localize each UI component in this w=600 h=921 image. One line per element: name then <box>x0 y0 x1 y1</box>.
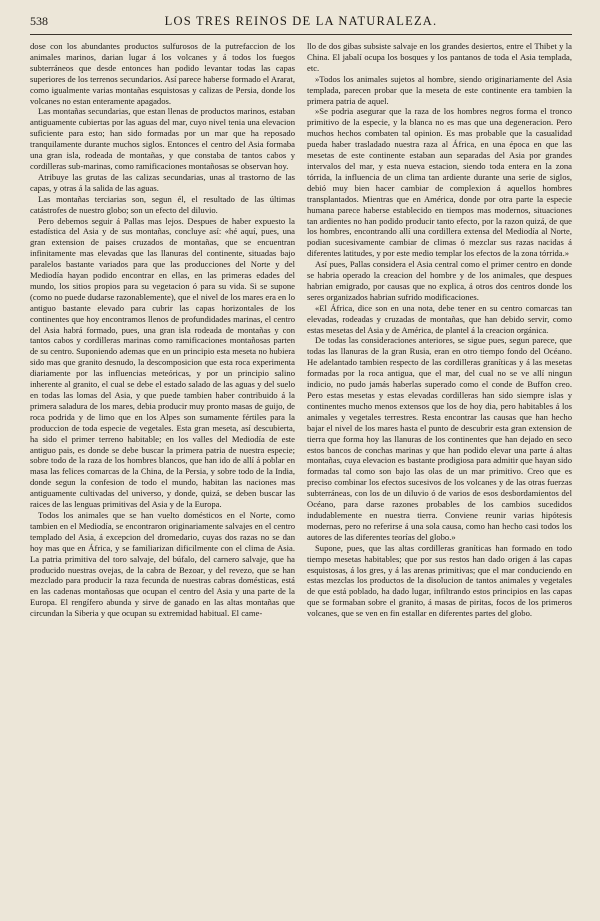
paragraph: Así pues, Pallas considera el Asia central como el primer centro en donde se habria operado la creacion del hombre y de los animales, que despues habrian emigrado, por causas que no explica, á otros dos centros donde los seres organizados habrian sufrido modificaciones. <box>307 259 572 302</box>
paragraph: llo de dos gibas subsiste salvaje en los grandes desiertos, entre el Thibet y la China. El jabalí ocupa los bosques y los pantanos de toda el Asia templada, etc. <box>307 41 572 73</box>
right-column <box>307 41 572 921</box>
paragraph: »Se podria asegurar que la raza de los hombres negros forma el tronco primitivo de la especie, y la blanca no es mas que una degeneracion. Pero muchos hechos combaten tal opinion. Es mas probable que la casualidad pueda haber trasladado nuestra raza al África, en una época en que las mesetas de este continente estaban aun separadas del Asia por grandes intervalos del mar, y esta nueva estacion, siendo toda entera en la zona tórrida, la influencia de un clima tan ardiente durante una serie de siglos, debió muy bien hacer cambiar de complexion á aquellos hombres transplantados. Mientras que en América, donde por otra parte la especie humana parece haberse establecido en tiempos mas modernos, situaciones tan ardientes no han podido producir tanto efecto, por la razon quizá, de que los hombres, encontrando allí una cordillera extensa del Mediodía al Norte, podian sucesivamente cambiar de climas ó mezclar sus razas nacidas á diferentes latitudes, y por este medio templar los efectos de la zona tórrida.» <box>307 106 572 259</box>
paragraph: Todos los animales que se han vuelto domésticos en el Norte, como tambien en el Mediodía, se encontraron originariamente salvajes en el centro templado del Asia, á excepcion del dromedario, cuyas dos razas no se dan hoy mas que en África, y se familiarizan dificilmente con el clima de Asia. La patria primitiva del toro salvaje, del búfalo, del carnero salvaje, que ha producido nuestras ovejas, de la cabra de Bezoar, y del revezo, que se han mezclado para producir la raza fecunda de nuestras cabras domésticas, está en las cadenas montañosas que ocupan el centro del Asia y una parte de la Europa. El rengífero abunda y sirve de ganado en las altas montañas que circundan la Siberia y que ocupan su extremidad habitual. El came- <box>30 509 295 619</box>
page-number: 538 <box>30 14 48 28</box>
paragraph: «El África, dice son en una nota, debe tener en su centro comarcas tan elevadas, rodeadas y cruzadas de montañas, que han debido servir, como estas mesetas del Asia y de América, de plantel á la creacion orgánica. <box>307 302 572 335</box>
text-columns <box>30 41 572 921</box>
paragraph: Pero debemos seguir á Pallas mas lejos. Despues de haber expuesto la estadística del Asia y de sus montañas, concluye así: «hé aquí, pues, una gran extension de paises cruzados de montañas, que se encuentran infinitamente mas elevadas que las llanuras del continente, situadas bajo paralelos bastante variados para que las producciones del Norte y del Mediodía hayan podido encontrar en ellas, en las primeras edades del mundo, los sitios propios para su vegetacion ó para su vida. Si se supone (como no puede dudarse razonablemente), que el nivel de los mares era en lo antiguo bastante elevado para cubrir las capas horizontales de los continentes que hoy encontramos llenos de profundidades marinas, el centro del Asia habrá formado, pues, una gran isla rodeada de montañas y con tantos cabos y cordilleras marinas como ramificaciones montañosas parten de su centro. Suponiendo ademas que en un principio esta meseta no hubiera sido mas que granito desnudo, la descomposicion que esta roca experimenta diariamente por las influencias meteóricas, y por un principio salino inherente al granito, el cual se debe el estado salado de las aguas y del suelo en todas las lomas del Asia, y que puede tambien haber contribuido á la primera saladura de los mares, debia producir muy pronto masas de guijo, de roca podrida y de limo que en los Alpes son sumamente fértiles para la produccion de toda especie de vegetales. Esta gran meseta, así descubierta, ha sido el primer terreno habitable; en los valles del Mediodía de este antiguo pais, es donde se debe buscar la primera patria de nuestra especie; sobre todo de la raza de los hombres blancos, que han ido de allí á poblar en masa las felices comarcas de la China, de la Persia, y sobre todo de la India, donde segun la confesion de todo el mundo, habitan las naciones mas antiguamente cultivadas del universo, y donde, quizá, se deben buscar las raices de las lenguas primitivas del Asia y de la Europa. <box>30 215 295 510</box>
paragraph: Atribuye las grutas de las calizas secundarias, unas al trastorno de las capas, y otras á la salida de las aguas. <box>30 171 295 193</box>
paragraph: »Todos los animales sujetos al hombre, siendo originariamente del Asia templada, parecen probar que la meseta de este continente era tambien la primera patria de aquel. <box>307 73 572 106</box>
paragraph: De todas las consideraciones anteriores, se sigue pues, segun parece, que todas las llanuras de la gran Rusia, eran en otro tiempo fondo del Océano. He adelantado tambien respecto de las cordilleras graníticas y á las mesetas formadas por la roca antigua, que el mar, del cual no se ve allí ningun indicio, no pudo jamás haberlas superado como el conde de Buffon creo. Pero estas mesetas y estas elevadas cordilleras han sido siempre islas y continentes mucho menos extensos que los de hoy dia, pero habitables á los animales y vegetales terrestres. Resta encontrar las causas que han hecho bajar el nivel de los mares hasta el punto de descubrir esta gran extension de tierra que forma hoy las llanuras de los continentes que han dejado en seco estos bancos de conchas marinas y que han podido elevar una parte á altas montañas, cuya elevacion es bastante prodigiosa para admitir que hayan sido formadas tal como son bajo las olas de un mar primitivo. Creo que es preciso combinar los efectos sucesivos de los volcanes y de las otras fuerzas subterráneas, con los de un diluvio ó de varios de esos desbordamientos del Océano, para darse razones probables de los cambios sucedidos indudablemente en nuestra tierra. Conviene reunir varias hipótesis modernas, pero no referirse á una sola causa, como han hecho casi todos los autores de las diferentes teorías del globo.» <box>307 335 572 542</box>
page-header <box>30 14 572 32</box>
paragraph: dose con los abundantes productos sulfurosos de la putrefaccion de los animales marinos, darian lugar á los volcanes y á todos los fuegos subterráneos que desde entonces han podido levantar todas las capas superiores de los terrenos secundarios. Así parece haberse formado el Ararat, como igualmente varias montañas esquistosas y calizas de Persia, donde los volcanes no estan enteramente apagados. <box>30 41 295 106</box>
left-column <box>30 41 295 921</box>
paragraph: Las montañas secundarias, que estan llenas de productos marinos, estaban antiguamente cubiertas por las aguas del mar, cuyo nivel tenia una elevacion suficiente para esto; han sido formadas por un mar que ha reposado tranquilamente durante muchos siglos. Entonces el centro del Asia formaba una gran isla, rodeada de montañas, y que constaba de tantos cabos y cordilleras sub-marinas, como ramificaciones montañosas se observan hoy. <box>30 106 295 171</box>
header-rule <box>30 34 572 35</box>
paragraph: Supone, pues, que las altas cordilleras graníticas han formado en todo tiempo mesetas habitables; que por sus restos han dado origen á las capas esquistosas, á los gres, y á las arenas primitivas; que el mar conduciendo en estas mezclas los productos de la disolucion de tantos animales y vegetales de que está poblado, ha dado lugar, infiltrando estos principios en las capas que se formaban sobre el granito, á masas de piritas, focos de los primeros volcanes, que se ven en fin estallar en diferentes partes del globo. <box>307 542 572 619</box>
paragraph: Las montañas terciarias son, segun él, el resultado de las últimas catástrofes de nuestro globo; son un efecto del diluvio. <box>30 193 295 215</box>
running-title: LOS TRES REINOS DE LA NATURALEZA. <box>164 14 438 28</box>
